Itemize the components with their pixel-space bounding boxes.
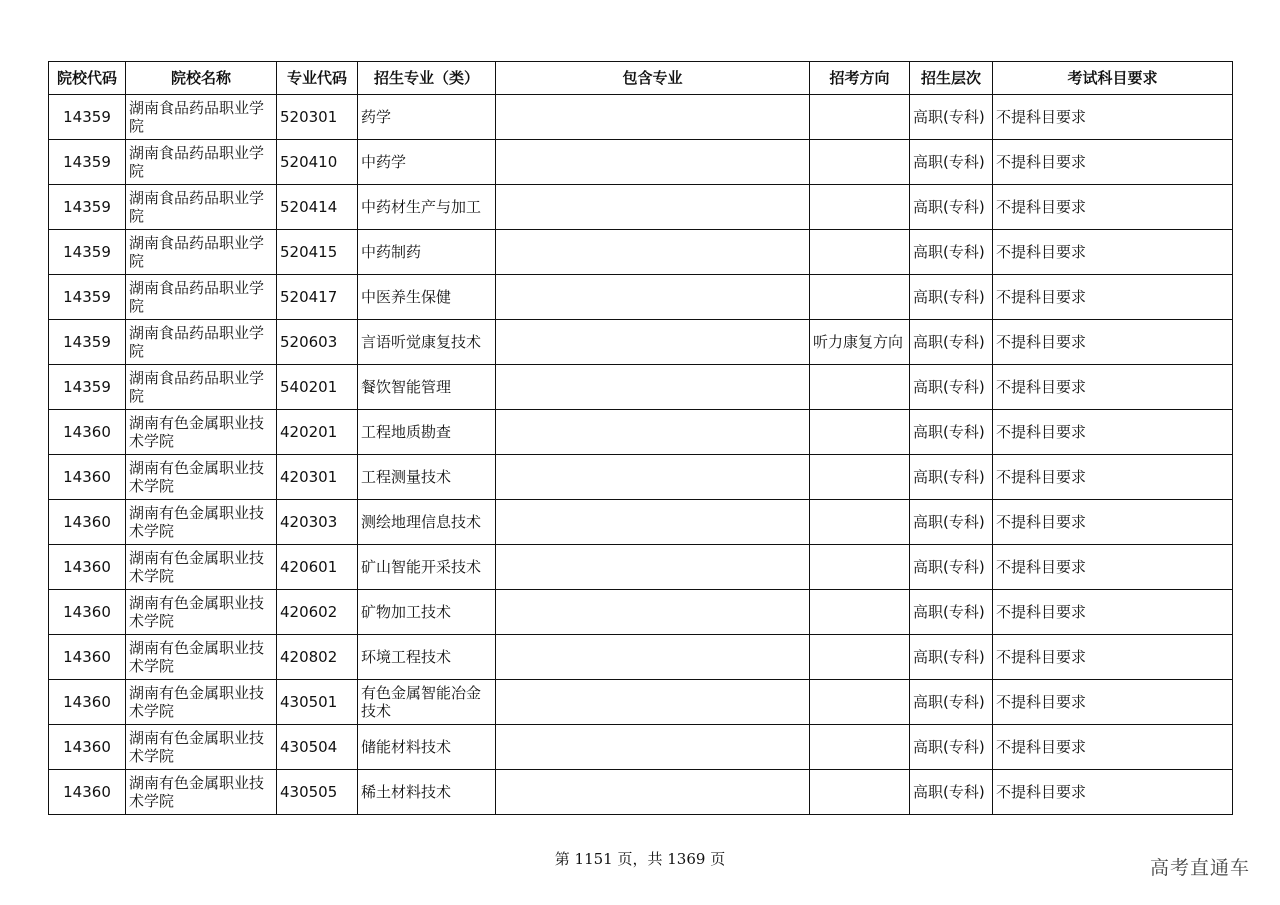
- cell-school-code: 14359: [49, 185, 126, 230]
- table-row: [49, 635, 1233, 680]
- cell-included-majors: [496, 365, 810, 410]
- cell-requirement: 不提科目要求: [993, 140, 1233, 185]
- cell-direction: [810, 95, 910, 140]
- cell-major: 矿山智能开采技术: [358, 545, 496, 590]
- cell-included-majors: [496, 185, 810, 230]
- cell-direction: [810, 140, 910, 185]
- table-header: [49, 62, 1233, 95]
- cell-school-code: 14360: [49, 770, 126, 815]
- cell-direction: [810, 725, 910, 770]
- cell-major-code: 430505: [277, 770, 358, 815]
- cell-included-majors: [496, 500, 810, 545]
- cell-requirement: 不提科目要求: [993, 590, 1233, 635]
- cell-included-majors: [496, 140, 810, 185]
- cell-direction: [810, 230, 910, 275]
- cell-level: 高职(专科): [910, 95, 993, 140]
- header-major: 招生专业（类）: [358, 62, 496, 95]
- cell-level: 高职(专科): [910, 545, 993, 590]
- cell-requirement: 不提科目要求: [993, 680, 1233, 725]
- cell-school-name: 湖南有色金属职业技术学院: [126, 680, 277, 725]
- table-row: [49, 545, 1233, 590]
- cell-included-majors: [496, 680, 810, 725]
- cell-school-code: 14359: [49, 95, 126, 140]
- cell-requirement: 不提科目要求: [993, 410, 1233, 455]
- cell-included-majors: [496, 455, 810, 500]
- cell-requirement: 不提科目要求: [993, 545, 1233, 590]
- table-row: [49, 320, 1233, 365]
- cell-school-name: 湖南食品药品职业学院: [126, 365, 277, 410]
- cell-requirement: 不提科目要求: [993, 230, 1233, 275]
- cell-major-code: 430504: [277, 725, 358, 770]
- cell-major-code: 520603: [277, 320, 358, 365]
- cell-school-code: 14360: [49, 500, 126, 545]
- cell-direction: 听力康复方向: [810, 320, 910, 365]
- cell-school-code: 14360: [49, 455, 126, 500]
- cell-school-code: 14360: [49, 635, 126, 680]
- admissions-table: [48, 61, 1233, 815]
- cell-direction: [810, 455, 910, 500]
- cell-included-majors: [496, 590, 810, 635]
- table-body: [49, 95, 1233, 815]
- cell-school-name: 湖南有色金属职业技术学院: [126, 590, 277, 635]
- cell-school-code: 14360: [49, 725, 126, 770]
- cell-direction: [810, 635, 910, 680]
- table-row: [49, 140, 1233, 185]
- cell-included-majors: [496, 95, 810, 140]
- cell-level: 高职(专科): [910, 770, 993, 815]
- cell-school-code: 14360: [49, 410, 126, 455]
- table-row: [49, 725, 1233, 770]
- cell-included-majors: [496, 275, 810, 320]
- cell-level: 高职(专科): [910, 185, 993, 230]
- cell-school-code: 14360: [49, 680, 126, 725]
- cell-school-name: 湖南有色金属职业技术学院: [126, 725, 277, 770]
- table-row: [49, 95, 1233, 140]
- cell-level: 高职(专科): [910, 140, 993, 185]
- cell-school-name: 湖南食品药品职业学院: [126, 275, 277, 320]
- cell-direction: [810, 185, 910, 230]
- cell-direction: [810, 500, 910, 545]
- cell-school-name: 湖南有色金属职业技术学院: [126, 455, 277, 500]
- cell-major-code: 420802: [277, 635, 358, 680]
- cell-requirement: 不提科目要求: [993, 455, 1233, 500]
- cell-major: 中药学: [358, 140, 496, 185]
- header-included-majors: 包含专业: [496, 62, 810, 95]
- cell-major-code: 520415: [277, 230, 358, 275]
- cell-requirement: 不提科目要求: [993, 185, 1233, 230]
- cell-school-name: 湖南食品药品职业学院: [126, 185, 277, 230]
- table-row: [49, 185, 1233, 230]
- cell-requirement: 不提科目要求: [993, 275, 1233, 320]
- cell-major: 中药材生产与加工: [358, 185, 496, 230]
- table-row: [49, 770, 1233, 815]
- cell-major: 工程地质勘查: [358, 410, 496, 455]
- cell-included-majors: [496, 770, 810, 815]
- cell-included-majors: [496, 230, 810, 275]
- cell-school-code: 14359: [49, 230, 126, 275]
- cell-major: 稀土材料技术: [358, 770, 496, 815]
- cell-level: 高职(专科): [910, 590, 993, 635]
- cell-requirement: 不提科目要求: [993, 770, 1233, 815]
- cell-major: 药学: [358, 95, 496, 140]
- cell-major-code: 520417: [277, 275, 358, 320]
- cell-major-code: 420303: [277, 500, 358, 545]
- header-school-name: 院校名称: [126, 62, 277, 95]
- cell-major: 工程测量技术: [358, 455, 496, 500]
- cell-major: 储能材料技术: [358, 725, 496, 770]
- cell-school-name: 湖南食品药品职业学院: [126, 95, 277, 140]
- cell-direction: [810, 770, 910, 815]
- cell-included-majors: [496, 635, 810, 680]
- cell-requirement: 不提科目要求: [993, 365, 1233, 410]
- cell-included-majors: [496, 320, 810, 365]
- cell-major: 环境工程技术: [358, 635, 496, 680]
- cell-school-code: 14360: [49, 545, 126, 590]
- cell-direction: [810, 410, 910, 455]
- cell-major-code: 420301: [277, 455, 358, 500]
- table-row: [49, 455, 1233, 500]
- header-requirement: 考试科目要求: [993, 62, 1233, 95]
- table-row: [49, 410, 1233, 455]
- cell-level: 高职(专科): [910, 500, 993, 545]
- table-row: [49, 500, 1233, 545]
- cell-direction: [810, 365, 910, 410]
- cell-major-code: 540201: [277, 365, 358, 410]
- cell-major: 餐饮智能管理: [358, 365, 496, 410]
- cell-direction: [810, 545, 910, 590]
- cell-requirement: 不提科目要求: [993, 320, 1233, 365]
- cell-direction: [810, 275, 910, 320]
- table-row: [49, 590, 1233, 635]
- header-major-code: 专业代码: [277, 62, 358, 95]
- table-row: [49, 680, 1233, 725]
- cell-level: 高职(专科): [910, 320, 993, 365]
- watermark: 高考直通车: [1149, 857, 1250, 879]
- cell-major: 言语听觉康复技术: [358, 320, 496, 365]
- cell-requirement: 不提科目要求: [993, 500, 1233, 545]
- cell-level: 高职(专科): [910, 725, 993, 770]
- cell-school-name: 湖南有色金属职业技术学院: [126, 545, 277, 590]
- cell-school-name: 湖南食品药品职业学院: [126, 320, 277, 365]
- cell-included-majors: [496, 725, 810, 770]
- cell-major-code: 520414: [277, 185, 358, 230]
- cell-requirement: 不提科目要求: [993, 95, 1233, 140]
- table-row: [49, 275, 1233, 320]
- cell-major: 矿物加工技术: [358, 590, 496, 635]
- cell-school-name: 湖南有色金属职业技术学院: [126, 635, 277, 680]
- cell-major: 中药制药: [358, 230, 496, 275]
- cell-school-code: 14360: [49, 590, 126, 635]
- cell-level: 高职(专科): [910, 455, 993, 500]
- cell-school-code: 14359: [49, 140, 126, 185]
- cell-school-code: 14359: [49, 320, 126, 365]
- cell-major-code: 430501: [277, 680, 358, 725]
- cell-major-code: 520301: [277, 95, 358, 140]
- cell-school-name: 湖南有色金属职业技术学院: [126, 410, 277, 455]
- cell-level: 高职(专科): [910, 635, 993, 680]
- cell-school-code: 14359: [49, 275, 126, 320]
- cell-major-code: 420601: [277, 545, 358, 590]
- page-footer: 第 1151 页，共 1369 页: [554, 850, 726, 868]
- cell-school-name: 湖南食品药品职业学院: [126, 230, 277, 275]
- cell-level: 高职(专科): [910, 230, 993, 275]
- cell-major-code: 420201: [277, 410, 358, 455]
- cell-level: 高职(专科): [910, 365, 993, 410]
- cell-school-code: 14359: [49, 365, 126, 410]
- header-direction: 招考方向: [810, 62, 910, 95]
- cell-school-name: 湖南有色金属职业技术学院: [126, 770, 277, 815]
- table-row: [49, 230, 1233, 275]
- cell-included-majors: [496, 410, 810, 455]
- cell-major: 测绘地理信息技术: [358, 500, 496, 545]
- cell-level: 高职(专科): [910, 410, 993, 455]
- cell-major: 中医养生保健: [358, 275, 496, 320]
- cell-school-name: 湖南食品药品职业学院: [126, 140, 277, 185]
- cell-requirement: 不提科目要求: [993, 635, 1233, 680]
- cell-level: 高职(专科): [910, 275, 993, 320]
- header-school-code: 院校代码: [49, 62, 126, 95]
- cell-major: 有色金属智能冶金技术: [358, 680, 496, 725]
- header-level: 招生层次: [910, 62, 993, 95]
- header-row: [49, 62, 1233, 95]
- cell-level: 高职(专科): [910, 680, 993, 725]
- cell-direction: [810, 590, 910, 635]
- cell-school-name: 湖南有色金属职业技术学院: [126, 500, 277, 545]
- cell-included-majors: [496, 545, 810, 590]
- cell-major-code: 420602: [277, 590, 358, 635]
- table-row: [49, 365, 1233, 410]
- cell-requirement: 不提科目要求: [993, 725, 1233, 770]
- cell-direction: [810, 680, 910, 725]
- cell-major-code: 520410: [277, 140, 358, 185]
